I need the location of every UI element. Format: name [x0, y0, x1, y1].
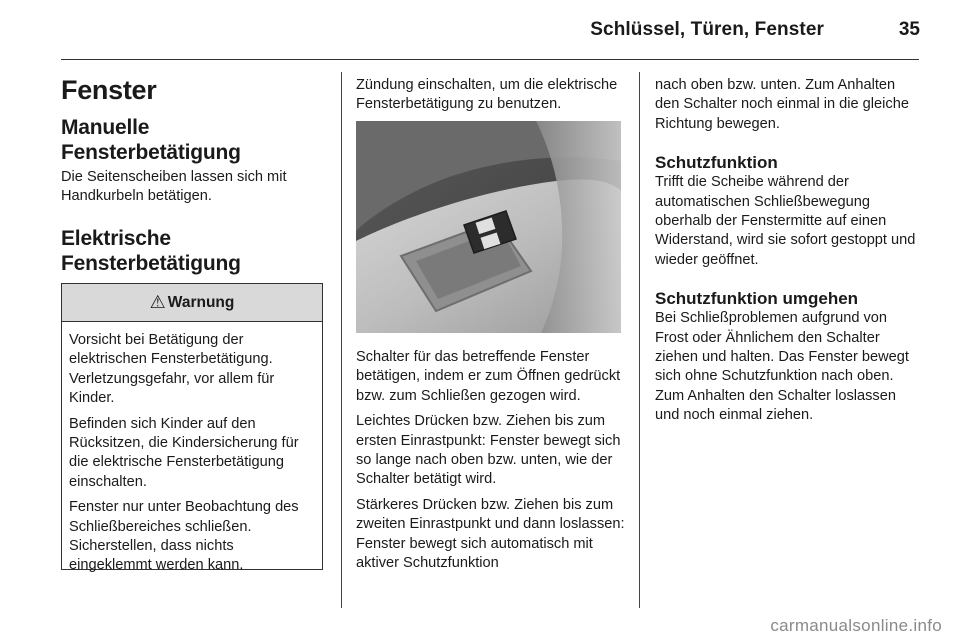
warning-paragraph-3: Fenster nur unter Beobachtung des Schließbereiches schließen. Sicherstellen, dass nichts eingeklemmt werden kann. — [69, 499, 299, 574]
header-divider — [61, 59, 919, 60]
paragraph-protection: Trifft die Scheibe während der automatischen Schließbewegung oberhalb der Fenstermitte auf einen Widerstand, wird sie sofort gestoppt und wieder geöffnet. — [655, 174, 916, 268]
warning-triangle-icon: ⚠ — [149, 292, 166, 312]
subheading-electric-windows: Elektrische Fensterbetätigung — [61, 226, 241, 275]
window-switch-photo — [356, 121, 621, 333]
watermark: carmanualsonline.info — [770, 616, 942, 635]
column-1 — [61, 74, 331, 276]
section-heading-fenster: Fenster — [61, 75, 157, 105]
paragraph-switch-operation: Schalter für das betreffende Fenster betätigen, indem er zum Öffnen gedrückt bzw. zum Schließen gezogen wird. — [356, 349, 621, 404]
column-divider-1 — [341, 72, 342, 608]
paragraph-manual-windows: Die Seitenscheiben lassen sich mit Handkurbeln betätigen. — [61, 169, 287, 205]
warning-paragraph-2: Befinden sich Kinder auf den Rücksitzen, die Kindersicherung für die elektrische Fensterbetätigung einschalten. — [69, 415, 299, 490]
paragraph-stop: nach oben bzw. unten. Zum Anhalten den Schalter noch einmal in die gleiche Richtung bewegen. — [655, 77, 909, 132]
warning-body — [62, 322, 322, 576]
paragraph-second-detent: Stärkeres Drücken bzw. Ziehen bis zum zweiten Einrastpunkt und dann loslassen: Fenster bewegt sich automatisch mit aktiver Schutzfunktion — [356, 496, 625, 572]
column-divider-2 — [639, 72, 640, 608]
subheading-protection: Schutzfunktion — [655, 153, 778, 173]
column-2-top — [356, 76, 626, 115]
warning-title: Warnung — [167, 293, 235, 311]
paragraph-first-detent: Leichtes Drücken bzw. Ziehen bis zum ersten Einrastpunkt: Fenster bewegt sich so lange nach oben bzw. unten, wie der Schalter betätigt wird. — [356, 413, 621, 488]
page-number: 35 — [898, 19, 920, 40]
column-3 — [655, 76, 923, 426]
warning-header — [62, 284, 322, 322]
column-2-bottom — [356, 348, 628, 573]
warning-box — [61, 283, 323, 574]
warning-paragraph-1: Vorsicht bei Betätigung der elektrischen Fensterbetätigung. Verletzungsgefahr, vor allem für Kinder. — [69, 332, 275, 407]
subheading-manual-windows: Manuelle Fensterbetätigung — [61, 116, 241, 164]
paragraph-bypass-protection: Bei Schließproblemen aufgrund von Frost oder Ähnlichem den Schalter ziehen und halten. Das Fenster bewegt sich ohne Schutzfunktion nach oben. Zum Anhalten den Schalter loslassen und noch einmal ziehen. — [655, 310, 909, 424]
running-header-title: Schlüssel, Türen, Fenster — [590, 19, 824, 40]
subheading-bypass-protection: Schutzfunktion umgehen — [655, 289, 859, 309]
paragraph-ignition: Zündung einschalten, um die elektrische Fensterbetätigung zu benutzen. — [356, 77, 618, 113]
